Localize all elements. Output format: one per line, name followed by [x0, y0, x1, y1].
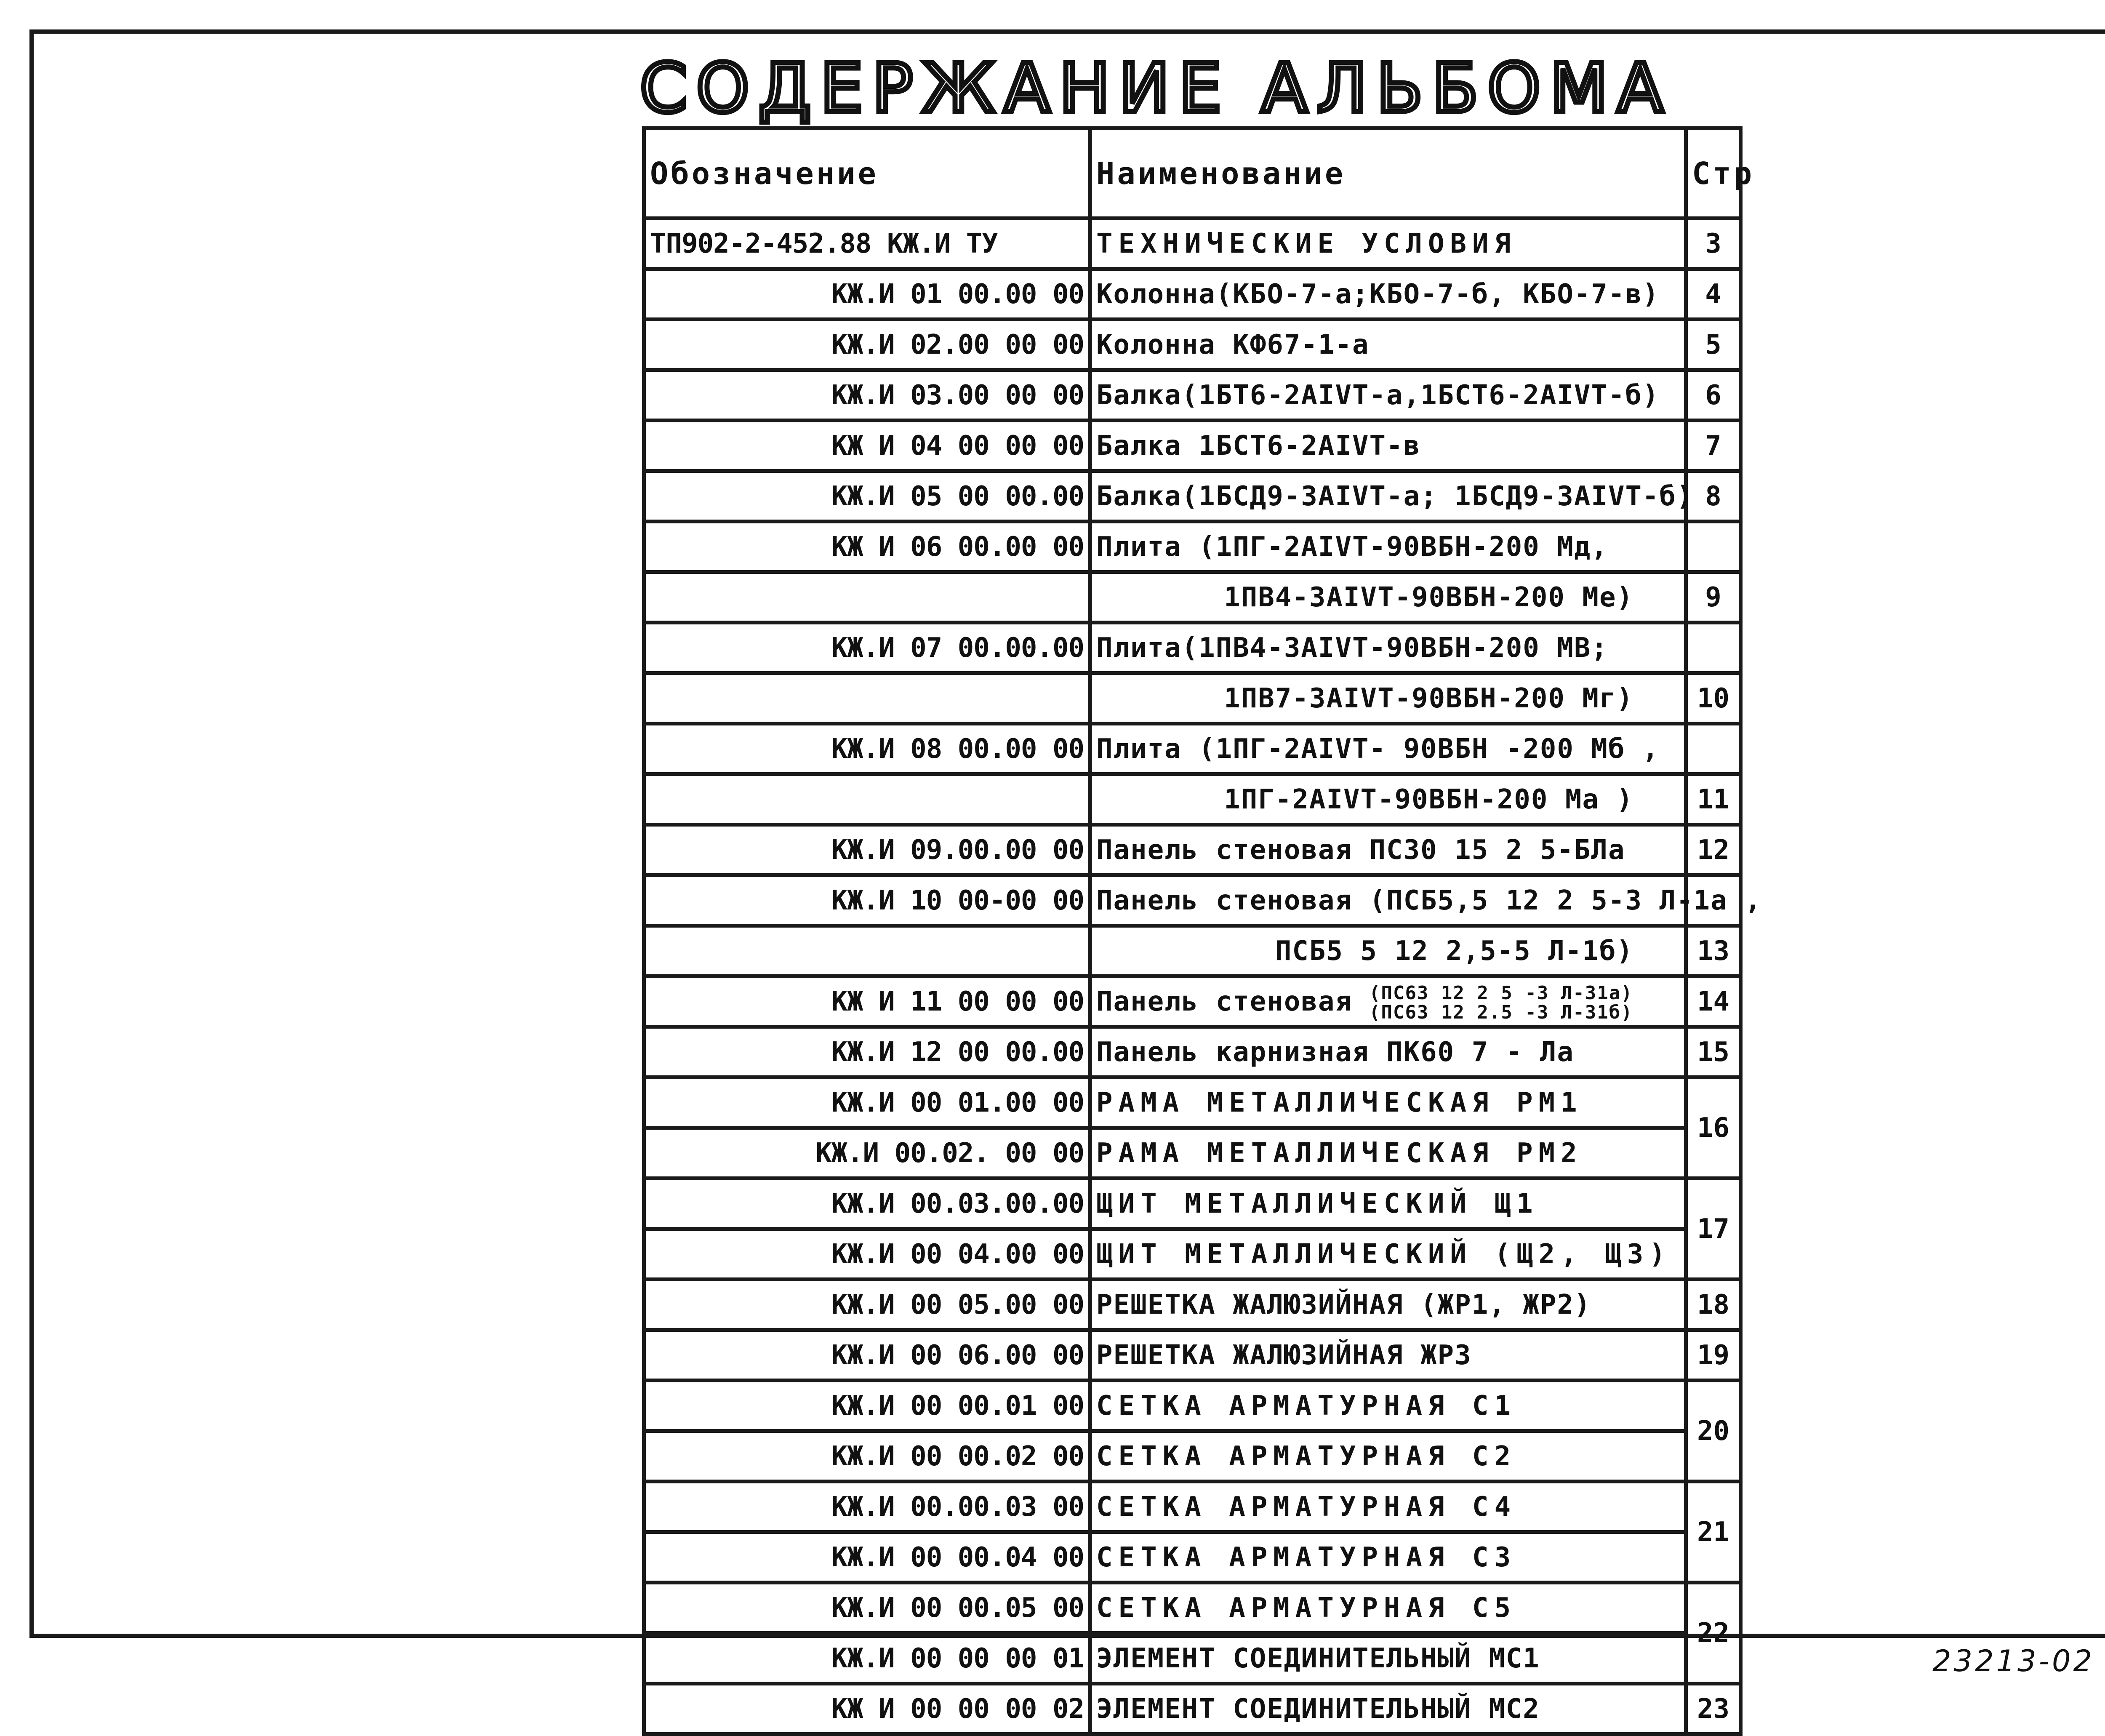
table-row	[644, 471, 1741, 522]
contents-table	[642, 126, 1762, 1736]
row-name: Плита (1ПГ-2АIVТ- 90ВБН -200 Мб ,	[1090, 724, 1686, 774]
row-code: КЖ.И 00.02. 00 00	[644, 1128, 1090, 1179]
row-name: СЕТКА АРМАТУРНАЯ С2	[1090, 1431, 1686, 1482]
row-page: 15	[1686, 1027, 1741, 1077]
row-name: Колонна КФ67-1-а	[1090, 320, 1686, 370]
table-row	[644, 673, 1741, 724]
header-page: Стр	[1686, 128, 1741, 219]
row-name-variant: (ПС63 12 2.5 -3 Л-31б)	[1369, 1001, 1633, 1023]
row-name: СЕТКА АРМАТУРНАЯ С3	[1090, 1532, 1686, 1583]
row-code: КЖ.И 09.00.00 00	[644, 825, 1090, 875]
row-name: Плита(1ПВ4-3АIVТ-90ВБН-200 МВ;	[1090, 623, 1686, 673]
row-code: ТП902-2-452.88 КЖ.И ТУ	[644, 219, 1090, 269]
row-code: КЖ.И 00 05.00 00	[644, 1280, 1090, 1330]
table-row	[644, 774, 1741, 825]
row-page: 21	[1686, 1482, 1741, 1583]
row-page	[1686, 623, 1741, 673]
table-row	[644, 623, 1741, 673]
row-name: ПСБ5 5 12 2,5-5 Л-1б)	[1090, 926, 1686, 976]
row-page: 11	[1686, 774, 1741, 825]
row-page: 14	[1686, 976, 1741, 1027]
row-name: Панель стеновая ПС30 15 2 5-БЛа	[1090, 825, 1686, 875]
row-code: КЖ.И 07 00.00.00	[644, 623, 1090, 673]
table-row	[644, 825, 1741, 875]
row-code: КЖ.И 00.00.03 00	[644, 1482, 1090, 1532]
row-page: 16	[1686, 1077, 1741, 1179]
table-row	[644, 1229, 1741, 1280]
row-code: КЖ.И 03.00 00 00	[644, 370, 1090, 421]
row-page	[1686, 724, 1741, 774]
row-page: 6	[1686, 370, 1741, 421]
row-page: 17	[1686, 1179, 1741, 1280]
row-page: 4	[1686, 269, 1741, 320]
row-name: ТЕХНИЧЕСКИЕ УСЛОВИЯ	[1090, 219, 1686, 269]
row-name: 1ПВ4-3АIVТ-90ВБН-200 Ме)	[1090, 572, 1686, 623]
header-row	[644, 128, 1741, 219]
row-name: 1ПВ7-3АIVТ-90ВБН-200 Мг)	[1090, 673, 1686, 724]
row-code: КЖ.И 00.03.00.00	[644, 1179, 1090, 1229]
row-name	[1090, 976, 1686, 1027]
row-page: 12	[1686, 825, 1741, 875]
row-name: ЭЛЕМЕНТ СОЕДИНИТЕЛЬНЫЙ МС1	[1090, 1633, 1686, 1684]
header-name: Наименование	[1090, 128, 1686, 219]
table-row	[644, 1330, 1741, 1381]
row-code	[644, 673, 1090, 724]
row-code: КЖ.И 05 00 00.00	[644, 471, 1090, 522]
row-page: 20	[1686, 1381, 1741, 1482]
row-code: КЖ.И 08 00.00 00	[644, 724, 1090, 774]
table-row	[644, 1280, 1741, 1330]
row-page: 3	[1686, 219, 1741, 269]
row-name: Плита (1ПГ-2АIVТ-90ВБН-200 Мд,	[1090, 522, 1686, 572]
row-code	[644, 926, 1090, 976]
row-name: Балка(1БТ6-2АIVТ-а,1БСТ6-2АIVТ-б)	[1090, 370, 1686, 421]
row-page: 23	[1686, 1684, 1741, 1734]
row-name-variants	[1369, 984, 1633, 1022]
row-code: КЖ.И 00 06.00 00	[644, 1330, 1090, 1381]
row-page: 9	[1686, 572, 1741, 623]
table-row	[644, 1077, 1741, 1128]
row-name-variant: (ПС63 12 2 5 -3 Л-31а)	[1369, 982, 1633, 1004]
album-title: СОДЕРЖАНИЕ АЛЬБОМА	[640, 49, 1673, 128]
table-row	[644, 522, 1741, 572]
table-row	[644, 1482, 1741, 1532]
document-number: 23213-02	[1932, 1644, 2095, 1678]
table-row	[644, 219, 1741, 269]
row-page: 13	[1686, 926, 1741, 976]
row-name: РЕШЕТКА ЖАЛЮЗИЙНАЯ (ЖР1, ЖР2)	[1090, 1280, 1686, 1330]
row-name: Балка(1БСД9-3АIVТ-а; 1БСД9-3АIVТ-б)	[1090, 471, 1686, 522]
row-page: 8	[1686, 471, 1741, 522]
row-code: КЖ И 00 00 00 02	[644, 1684, 1090, 1734]
row-code: КЖ.И 01 00.00 00	[644, 269, 1090, 320]
row-page	[1686, 522, 1741, 572]
table-row	[644, 1381, 1741, 1431]
table-row	[644, 1532, 1741, 1583]
table-row	[644, 1179, 1741, 1229]
header-code: Обозначение	[644, 128, 1090, 219]
row-code	[644, 774, 1090, 825]
table-row	[644, 1684, 1741, 1734]
row-code: КЖ.И 00 00.01 00	[644, 1381, 1090, 1431]
table-row	[644, 1633, 1741, 1684]
table-row	[644, 1128, 1741, 1179]
table-row	[644, 320, 1741, 370]
row-name: 1ПГ-2АIVТ-90ВБН-200 Ма )	[1090, 774, 1686, 825]
row-code: КЖ.И 00 00.05 00	[644, 1583, 1090, 1633]
table-row	[644, 1583, 1741, 1633]
row-code: КЖ.И 10 00-00 00	[644, 875, 1090, 926]
row-name: СЕТКА АРМАТУРНАЯ С5	[1090, 1583, 1686, 1633]
table-row	[644, 572, 1741, 623]
row-code: КЖ.И 02.00 00 00	[644, 320, 1090, 370]
table-row	[644, 976, 1741, 1027]
table-row	[644, 1431, 1741, 1482]
row-name: ЭЛЕМЕНТ СОЕДИНИТЕЛЬНЫЙ МС2	[1090, 1684, 1686, 1734]
row-name: РАМА МЕТАЛЛИЧЕСКАЯ РМ2	[1090, 1128, 1686, 1179]
row-code: КЖ.И 00 00 00 01	[644, 1633, 1090, 1684]
row-name: Панель карнизная ПК60 7 - Ла	[1090, 1027, 1686, 1077]
row-name: Колонна(КБО-7-а;КБО-7-б, КБО-7-в)	[1090, 269, 1686, 320]
row-name: ЩИТ МЕТАЛЛИЧЕСКИЙ Щ1	[1090, 1179, 1686, 1229]
row-name: РАМА МЕТАЛЛИЧЕСКАЯ РМ1	[1090, 1077, 1686, 1128]
row-code: КЖ.И 00 01.00 00	[644, 1077, 1090, 1128]
row-name: Панель стеновая (ПСБ5,5 12 2 5-3 Л-1а ,	[1090, 875, 1686, 926]
table-row	[644, 370, 1741, 421]
table-row	[644, 421, 1741, 471]
row-page: 22	[1686, 1583, 1741, 1684]
row-code: КЖ.И 12 00 00.00	[644, 1027, 1090, 1077]
row-page: 10	[1686, 673, 1741, 724]
row-code: КЖ.И 00 00.04 00	[644, 1532, 1090, 1583]
row-page: 19	[1686, 1330, 1741, 1381]
table-row	[644, 926, 1741, 976]
row-name: СЕТКА АРМАТУРНАЯ С1	[1090, 1381, 1686, 1431]
row-code: КЖ.И 00 04.00 00	[644, 1229, 1090, 1280]
row-name: РЕШЕТКА ЖАЛЮЗИЙНАЯ ЖР3	[1090, 1330, 1686, 1381]
row-name-main: Панель стеновая	[1096, 986, 1352, 1017]
row-page: 18	[1686, 1280, 1741, 1330]
row-code	[644, 572, 1090, 623]
row-name: Балка 1БСТ6-2АIVТ-в	[1090, 421, 1686, 471]
table-row	[644, 1027, 1741, 1077]
row-code: КЖ И 06 00.00 00	[644, 522, 1090, 572]
row-name: СЕТКА АРМАТУРНАЯ С4	[1090, 1482, 1686, 1532]
row-code: КЖ И 11 00 00 00	[644, 976, 1090, 1027]
row-name: ЩИТ МЕТАЛЛИЧЕСКИЙ (Щ2, Щ3)	[1090, 1229, 1686, 1280]
table-row	[644, 875, 1741, 926]
row-page: 5	[1686, 320, 1741, 370]
table-row	[644, 724, 1741, 774]
row-code: КЖ И 04 00 00 00	[644, 421, 1090, 471]
row-code: КЖ.И 00 00.02 00	[644, 1431, 1090, 1482]
table-row	[644, 269, 1741, 320]
row-page: 7	[1686, 421, 1741, 471]
